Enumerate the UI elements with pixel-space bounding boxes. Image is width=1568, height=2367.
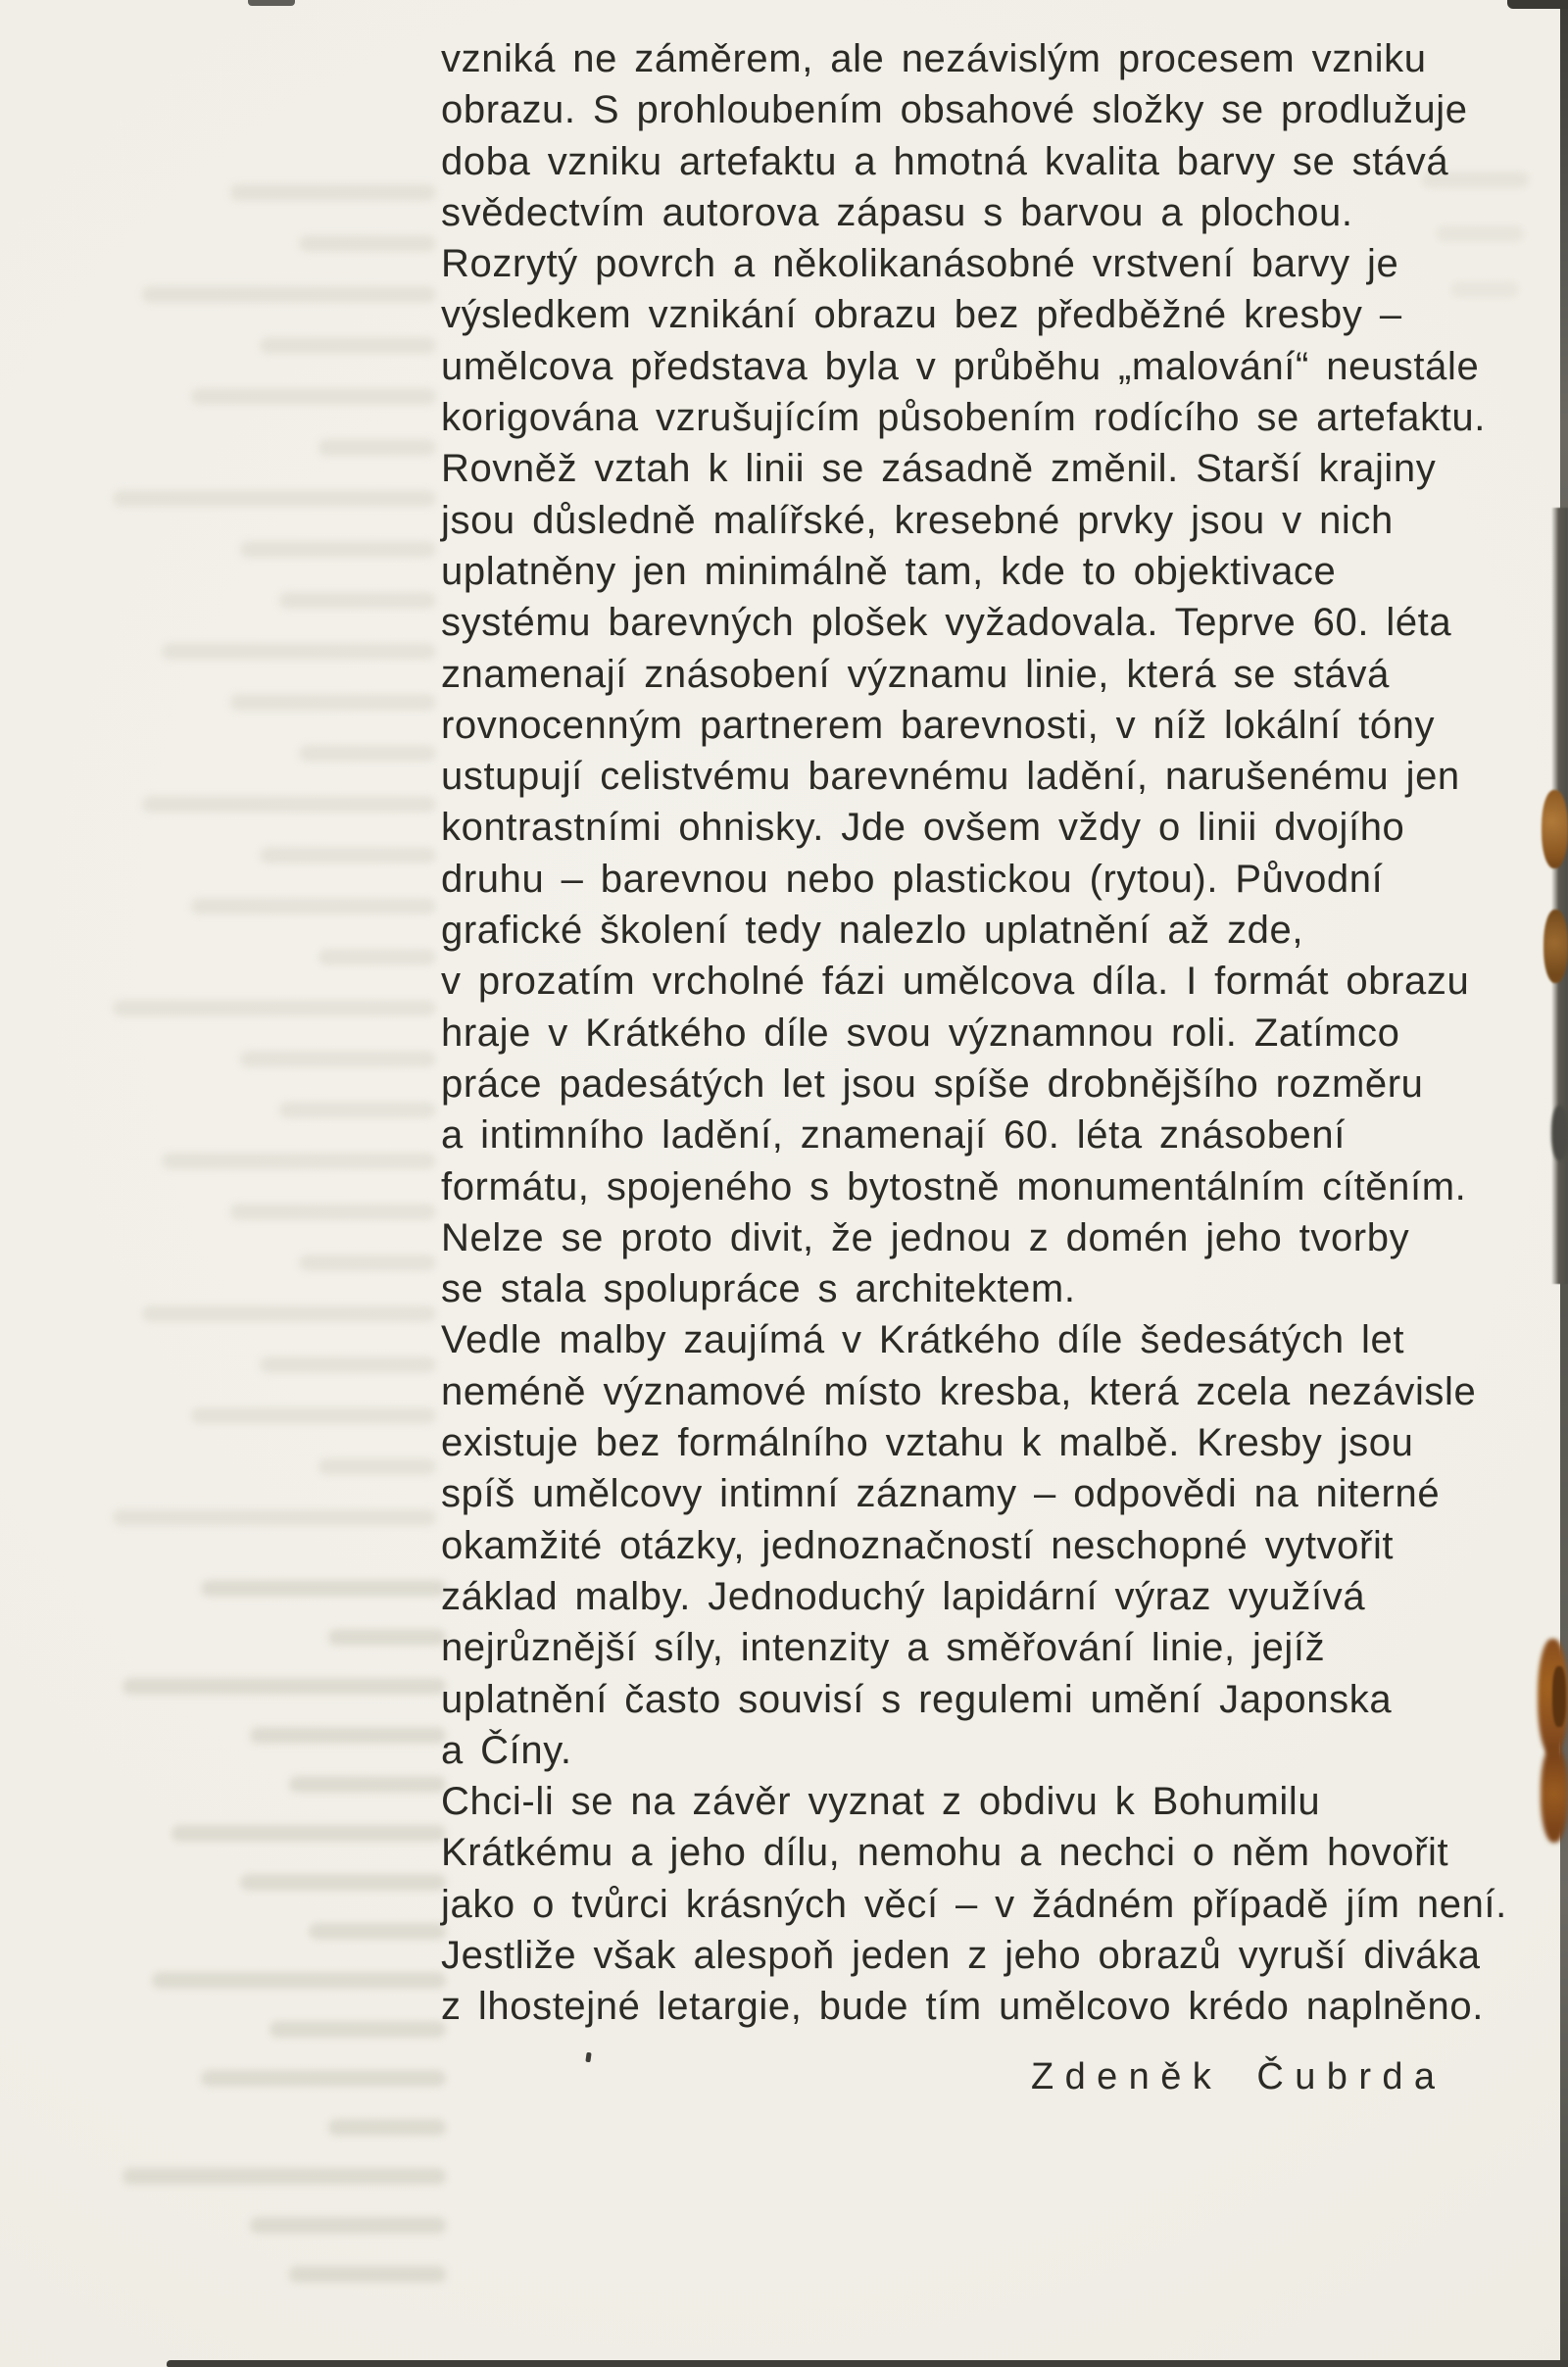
ghost-line — [122, 1678, 446, 1695]
text-line: vzniká ne záměrem, ale nezávislým procesem vzniku — [441, 37, 1427, 80]
ghost-line — [309, 1923, 446, 1940]
tape-stain — [1542, 790, 1568, 868]
ghost-line — [299, 745, 436, 762]
ghost-line — [142, 1306, 436, 1322]
corner-mark — [1507, 0, 1568, 9]
ghost-line — [318, 439, 436, 456]
ghost-line — [230, 1204, 436, 1220]
text-line: nejrůznější síly, intenzity a směřování linie, jejíž — [441, 1626, 1326, 1670]
ghost-line — [260, 1356, 436, 1373]
ghost-line — [113, 1000, 436, 1016]
ghost-line — [162, 1153, 436, 1169]
text-line: a Číny. — [441, 1728, 572, 1772]
text-line: systému barevných plošek vyžadovala. Teprve 60. léta — [441, 601, 1452, 645]
text-line: grafické školení tedy nalezlo uplatnění až zde, — [441, 909, 1304, 953]
text-line: se stala spolupráce s architektem. — [441, 1267, 1076, 1311]
text-line: spíš umělcovy intimní záznamy – odpovědi na niterné — [441, 1472, 1441, 1516]
text-line: rovnocenným partnerem barevnosti, v níž lokální tóny — [441, 703, 1436, 747]
text-line: z lhostejné letargie, bude tím umělcovo krédo naplněno. — [441, 1985, 1484, 2029]
ghost-line — [122, 2168, 446, 2185]
ghost-line — [191, 388, 436, 405]
ghost-line — [299, 235, 436, 252]
ghost-line — [152, 1972, 446, 1989]
ghost-line — [289, 2266, 446, 2283]
ghost-line — [230, 184, 436, 201]
text-line: obrazu. S prohloubením obsahové složky se prodlužuje — [441, 88, 1468, 132]
text-line: jako o tvůrci krásných věcí – v žádném případě jím není. — [441, 1882, 1507, 1926]
ghost-line — [240, 541, 436, 558]
text-line: hraje v Krátkého díle svou významnou roli. Zatímco — [441, 1011, 1400, 1055]
ghost-line — [240, 1051, 436, 1067]
text-line: Chci-li se na závěr vyznat z obdivu k Bohumilu — [441, 1780, 1321, 1824]
ghost-line — [162, 643, 436, 660]
ghost-line — [250, 2217, 446, 2234]
rust-stain — [1552, 1666, 1566, 1727]
ghost-line — [191, 1407, 436, 1424]
text-line: Vedle malby zaujímá v Krátkého díle šedesátých let — [441, 1318, 1405, 1362]
ghost-line — [201, 2070, 446, 2087]
text-block — [441, 33, 1507, 2033]
ghost-line — [201, 1580, 446, 1597]
ghost-line — [250, 1727, 446, 1744]
ghost-line — [279, 1102, 436, 1118]
bottom-edge-shadow — [167, 2360, 1568, 2367]
text-line: Rovněž vztah k linii se zásadně změnil. Starší krajiny — [441, 447, 1437, 491]
text-line: Nelze se proto divit, že jednou z domén jeho tvorby — [441, 1215, 1410, 1259]
ghost-line — [191, 898, 436, 914]
page-edge-shadow-mid — [1551, 508, 1568, 1284]
text-line: základ malby. Jednoduchý lapidární výraz využívá — [441, 1574, 1366, 1618]
edge-smudge — [1551, 1106, 1568, 1160]
text-line: neméně významové místo kresba, která zcela nezávisle — [441, 1369, 1477, 1413]
signature: Zdeněk Čubrda — [1031, 2056, 1446, 2097]
ghost-line — [230, 694, 436, 711]
rust-stain — [1541, 1745, 1568, 1843]
ghost-line — [279, 592, 436, 609]
text-line: svědectvím autorova zápasu s barvou a plochou. — [441, 190, 1353, 234]
ghost-line — [260, 847, 436, 863]
text-line: doba vzniku artefaktu a hmotná kvalita barvy se stává — [441, 139, 1449, 183]
text-line: znamenají znásobení významu linie, která se stává — [441, 652, 1390, 696]
text-line: práce padesátých let jsou spíše drobnějšího rozměru — [441, 1061, 1424, 1106]
ghost-line — [289, 1776, 446, 1793]
text-line: druhu – barevnou nebo plastickou (rytou). Původní — [441, 857, 1384, 901]
top-edge-mark — [248, 0, 295, 6]
ghost-line — [240, 1874, 446, 1891]
text-line: výsledkem vznikání obrazu bez předběžné kresby – — [441, 293, 1402, 337]
text-line: formátu, spojeného s bytostně monumentálním cítěním. — [441, 1164, 1467, 1208]
ghost-line — [142, 796, 436, 813]
ghost-line — [142, 286, 436, 303]
text-line: okamžité otázky, jednoznačností neschopné vytvořit — [441, 1523, 1395, 1567]
ghost-line — [260, 337, 436, 354]
text-line: Rozrytý povrch a několikanásobné vrstvení barvy je — [441, 242, 1399, 286]
ghost-line — [299, 1255, 436, 1271]
ghost-line — [113, 1509, 436, 1526]
text-line: umělcova představa byla v průběhu „malování“ neustále — [441, 344, 1480, 388]
ghost-line — [113, 490, 436, 507]
text-line: a intimního ladění, znamenají 60. léta znásobení — [441, 1113, 1346, 1158]
text-line: Krátkému a jeho dílu, nemohu a nechci o něm hovořit — [441, 1831, 1449, 1875]
text-line: Jestliže však alespoň jeden z jeho obrazů vyruší diváka — [441, 1933, 1481, 1977]
ghost-line — [328, 2119, 446, 2136]
text-line: jsou důsledně malířské, kresebné prvky jsou v nich — [441, 498, 1394, 542]
text-line: korigována vzrušujícím působením rodícího se artefaktu. — [441, 396, 1486, 440]
text-line: existuje bez formálního vztahu k malbě. Kresby jsou — [441, 1421, 1414, 1465]
text-line: uplatněny jen minimálně tam, kde to objektivace — [441, 549, 1337, 593]
tape-stain — [1544, 910, 1568, 983]
text-line: kontrastními ohnisky. Jde ovšem vždy o linii dvojího — [441, 806, 1405, 850]
text-line: ustupují celistvému barevnému ladění, narušenému jen — [441, 755, 1460, 799]
ghost-line — [328, 1629, 446, 1646]
ghost-line — [318, 1458, 436, 1475]
ghost-line — [172, 1825, 446, 1842]
text-line: v prozatím vrcholné fázi umělcova díla. I formát obrazu — [441, 960, 1470, 1004]
text-line: uplatnění často souvisí s regulemi umění Japonska — [441, 1677, 1393, 1721]
ghost-line — [270, 2021, 446, 2038]
ghost-line — [318, 949, 436, 965]
ink-speck — [585, 2052, 591, 2063]
